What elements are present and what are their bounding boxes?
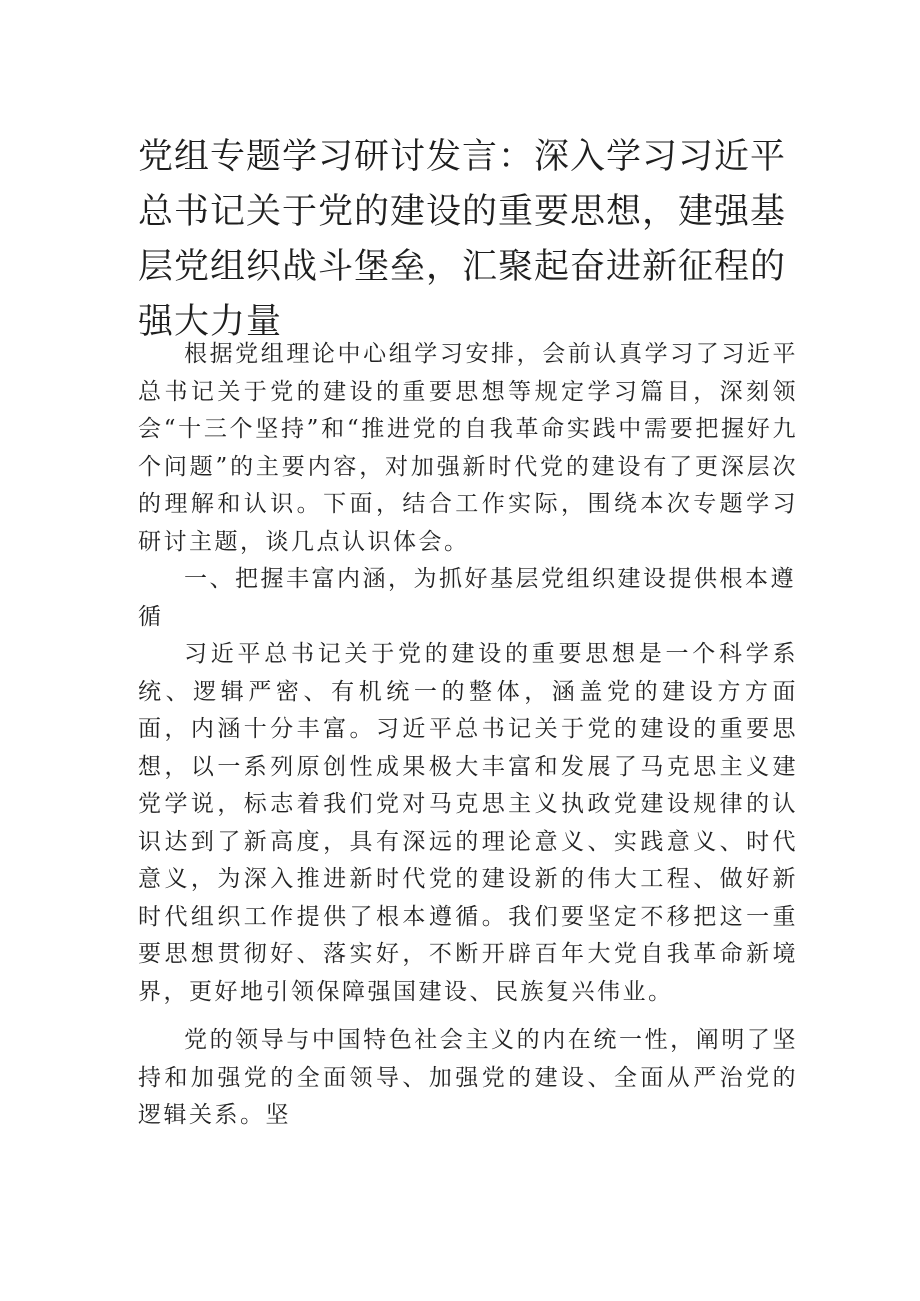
document-body [138,336,798,1135]
section-heading-1: 一、把握丰富内涵，为抓好基层党组织建设提供根本遵循 [138,566,796,630]
document-title: 党组专题学习研讨发言：深入学习习近平总书记关于党的建设的重要思想，建强基层党组织战斗堡垒，汇聚起奋进新征程的强大力量 [138,137,787,342]
intro-paragraph: 根据党组理论中心组学习安排，会前认真学习了习近平总书记关于党的建设的重要思想等规定学习篇目，深刻领会“十三个坚持”和“推进党的自我革命实践中需要把握好九个问题”的主要内容，对加强新时代党的建设有了更深层次的理解和认识。下面，结合工作实际，围绕本次专题学习研讨主题，谈几点认识体会。 [138,341,798,555]
section-1-paragraph-continued: 党的领导与中国特色社会主义的内在统一性，阐明了坚持和加强党的全面领导、加强党的建设、全面从严治党的逻辑关系。坚 [138,1027,798,1128]
section-1-paragraph: 习近平总书记关于党的建设的重要思想是一个科学系统、逻辑严密、有机统一的整体，涵盖党的建设方方面面，内涵十分丰富。习近平总书记关于党的建设的重要思想，以一系列原创性成果极大丰富和发展了马克思主义建党学说，标志着我们党对马克思主义执政党建设规律的认识达到了新高度，具有深远的理论意义、实践意义、时代意义，为深入推进新时代党的建设新的伟大工程、做好新时代组织工作提供了根本遵循。我们要坚定不移把这一重要思想贯彻好、落实好，不断开辟百年大党自我革命新境界，更好地引领保障强国建设、民族复兴伟业。 [138,641,798,1005]
